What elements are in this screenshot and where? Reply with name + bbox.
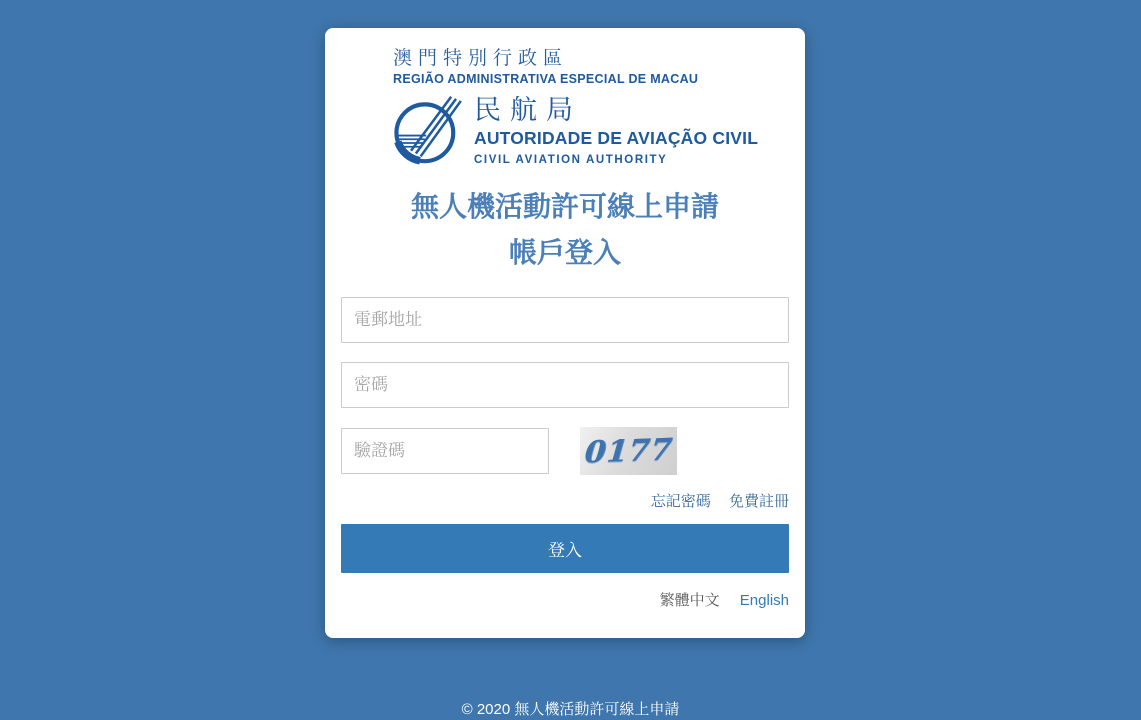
- language-switcher: [341, 589, 789, 610]
- login-button[interactable]: 登入: [341, 524, 789, 573]
- register-link[interactable]: 免費註冊: [728, 493, 789, 510]
- password-input[interactable]: [341, 362, 789, 408]
- page-title-line2: 帳戶登入: [508, 238, 621, 269]
- forgot-password-link[interactable]: 忘記密碼: [650, 493, 711, 510]
- org-title-en: CIVIL AVIATION AUTHORITY: [474, 153, 668, 166]
- captcha-code-text: 0177: [583, 431, 674, 471]
- helper-links-row: [341, 490, 789, 511]
- login-form: [341, 297, 789, 610]
- login-card: [325, 28, 805, 638]
- language-option-traditional-chinese[interactable]: 繁體中文: [659, 592, 720, 609]
- page-title-line1: 無人機活動許可線上申請: [410, 192, 719, 223]
- language-option-english[interactable]: English: [739, 592, 789, 609]
- logo-row: [393, 93, 805, 167]
- footer-copyright: © 2020 無人機活動許可線上申請: [461, 701, 680, 718]
- region-title-cn: 澳門特別行政區: [393, 48, 569, 69]
- captcha-input[interactable]: [341, 428, 549, 474]
- page-title: [325, 193, 805, 269]
- aacm-logo-block: [393, 48, 805, 167]
- email-input[interactable]: [341, 297, 789, 343]
- captcha-row: [341, 427, 789, 475]
- org-text-block: [474, 95, 758, 166]
- org-title-cn: 民航局: [474, 94, 582, 125]
- org-title-pt: AUTORIDADE DE AVIAÇÃO CIVIL: [474, 127, 759, 148]
- region-title-pt: REGIÃO ADMINISTRATIVA ESPECIAL DE MACAU: [393, 72, 699, 86]
- aacm-logo-icon: [393, 93, 465, 167]
- captcha-image[interactable]: [580, 427, 677, 475]
